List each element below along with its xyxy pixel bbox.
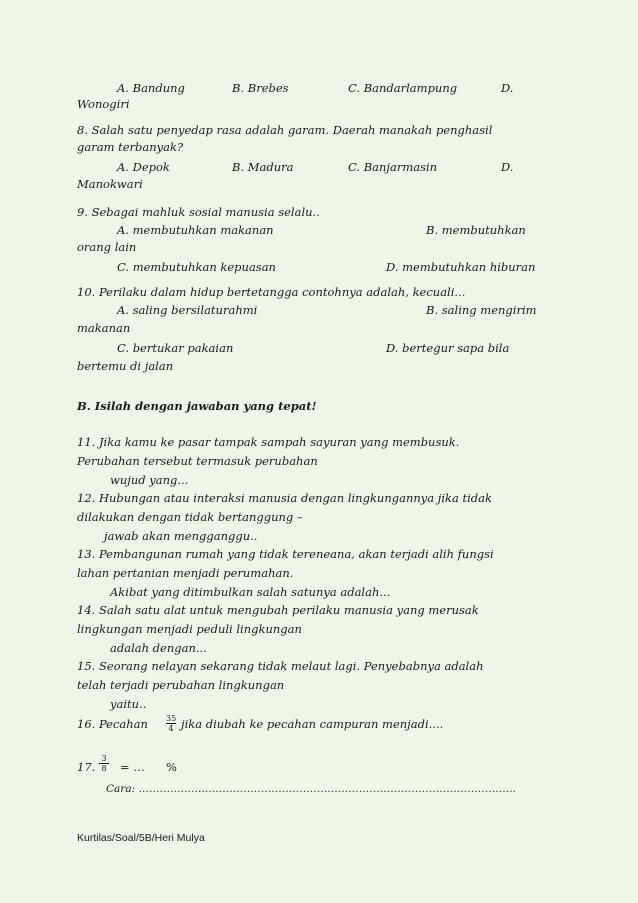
q17-fraction [99,754,109,773]
q9-option-b: B. membutuhkan [426,223,526,237]
q13-text-line1: 13. Pembangunan rumah yang tidak tereneana, akan terjadi alih fungsi [77,547,494,561]
q11-text-line3: wujud yang... [110,473,189,487]
q8-option-d-cont: Manokwari [77,177,143,191]
q10-option-c: C. bertukar pakaian [117,341,234,355]
q14-text-line2: lingkungan menjadi peduli lingkungan [77,622,302,636]
q10-option-d: D. bertegur sapa bila [386,341,510,355]
q9-option-a: A. membutuhkan makanan [117,223,274,237]
q11-text-line2: Perubahan tersebut termasuk perubahan [77,454,318,468]
q7-option-d-cont: Wonogiri [77,97,130,111]
q9-text-line1: 9. Sebagai mahluk sosial manusia selalu.. [77,205,320,219]
q10-option-b: B. saling mengirim [426,303,537,317]
q8-option-c: C. Banjarmasin [348,160,438,174]
q8-option-a: A. Depok [117,160,170,174]
q16-prefix: 16. Pecahan [77,717,148,731]
q14-text-line1: 14. Salah satu alat untuk mengubah perilaku manusia yang merusak [77,603,479,617]
q16-suffix: jika diubah ke pecahan campuran menjadi.... [181,717,444,731]
q17-fraction-numerator: 3 [99,754,109,764]
q10-option-b-cont: makanan [77,321,131,335]
q8-option-d: D. [501,160,514,174]
q9-option-c: C. membutuhkan kepuasan [117,260,276,274]
q8-text-line1: 8. Salah satu penyedap rasa adalah garam. Daerah manakah penghasil [77,123,493,137]
q14-text-line3: adalah dengan... [110,641,207,655]
q13-text-line3: Akibat yang ditimbulkan salah satunya adalah... [110,585,391,599]
q10-option-d-cont: bertemu di jalan [77,359,174,373]
q7-option-b: B. Brebes [232,81,289,95]
q15-text-line1: 15. Seorang nelayan sekarang tidak melaut lagi. Penyebabnya adalah [77,659,484,673]
q11-text-line1: 11. Jika kamu ke pasar tampak sampah sayuran yang membusuk. [77,435,460,449]
q10-text-line1: 10. Perilaku dalam hidup bertetangga contohnya adalah, kecuali... [77,285,466,299]
q12-text-line2: dilakukan dengan tidak bertanggung – [77,510,303,524]
q7-option-d: D. [501,81,514,95]
q15-text-line2: telah terjadi perubahan lingkungan [77,678,285,692]
q8-option-b: B. Madura [232,160,294,174]
q17-prefix: 17. [77,760,96,774]
q16-fraction-denominator: 4 [168,724,174,733]
q7-option-c: C. Bandarlampung [348,81,458,95]
q7-option-a: A. Bandung [117,81,185,95]
q10-option-a: A. saling bersilaturahmi [117,303,258,317]
q15-text-line3: yaitu.. [110,697,147,711]
q17-equals: = … [120,760,145,774]
q9-option-b-cont: orang lain [77,240,137,254]
section-b-heading: B. Isilah dengan jawaban yang tepat! [77,399,317,413]
q12-text-line3: jawab akan mengganggu.. [104,529,258,543]
q9-option-d: D. membutuhkan hiburan [386,260,536,274]
q17-cara-line: Cara: ……………….…………………………………………………………………………….. [106,783,516,795]
page-footer: Kurtilas/Soal/5B/Heri Mulya [77,832,205,844]
q16-fraction [166,714,176,733]
q17-fraction-denominator: 8 [101,764,107,773]
q8-text-line2: garam terbanyak? [77,140,184,154]
q12-text-line1: 12. Hubungan atau interaksi manusia dengan lingkungannya jika tidak [77,491,492,505]
q17-percent: % [166,760,177,774]
q16-fraction-numerator: 35 [166,714,177,723]
q13-text-line2: lahan pertanian menjadi perumahan. [77,566,294,580]
